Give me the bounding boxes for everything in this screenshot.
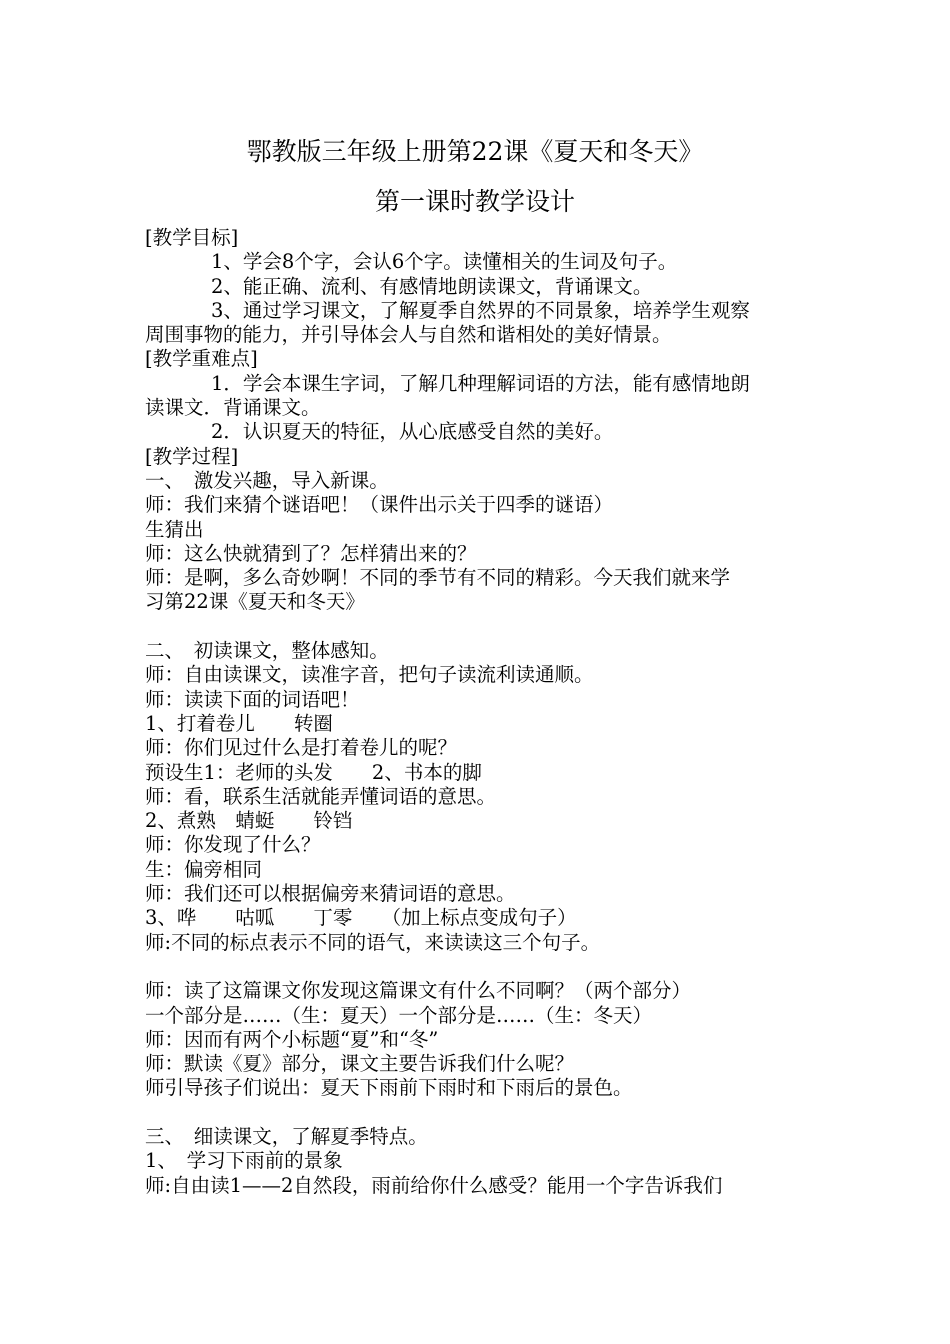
- text-line: 1．学会本课生字词，了解几种理解词语的方法，能有感情地朗: [211, 371, 750, 395]
- text-line: 生：偏旁相同: [145, 857, 263, 881]
- text-line: 师：你们见过什么是打着卷儿的呢？: [145, 736, 458, 760]
- text-line: 2、能正确、流利、有感情地朗读课文，背诵课文。: [211, 274, 653, 298]
- text-line: 1、打着卷儿 转圈: [145, 711, 333, 735]
- text-line: 师：我们来猜个谜语吧！（课件出示关于四季的谜语）: [145, 493, 614, 517]
- text-line: [教学过程]: [145, 444, 239, 468]
- text-line: 师:不同的标点表示不同的语气，来读读这三个句子。: [145, 930, 601, 954]
- document-title: 鄂教版三年级上册第22课《夏天和冬天》: [246, 137, 704, 166]
- text-line: [教学重难点]: [145, 347, 258, 371]
- text-line: 3、通过学习课文，了解夏季自然界的不同景象，培养学生观察: [211, 298, 750, 322]
- text-line: 师：是啊，多么奇妙啊！不同的季节有不同的精彩。今天我们就来学: [145, 566, 731, 590]
- text-line: 预设生1：老师的头发 2、书本的脚: [145, 760, 482, 784]
- text-line: 1、学会8个字，会认6个字。读懂相关的生词及句子。: [211, 250, 678, 274]
- text-line: 师：我们还可以根据偏旁来猜词语的意思。: [145, 882, 516, 906]
- text-line: 一个部分是……（生：夏天）一个部分是……（生：冬天）: [145, 1003, 653, 1027]
- text-line: 师：看，联系生活就能弄懂词语的意思。: [145, 784, 497, 808]
- blank-line: [145, 955, 815, 979]
- text-line: 师：读读下面的词语吧！: [145, 687, 360, 711]
- text-line: 师:自由读1——2自然段，雨前给你什么感受？能用一个字告诉我们: [145, 1173, 723, 1197]
- text-line: 2、煮熟 蜻蜓 铃铛: [145, 809, 353, 833]
- text-line: 师：读了这篇课文你发现这篇课文有什么不同啊？（两个部分）: [145, 979, 692, 1003]
- text-line: 1、 学习下雨前的景象: [145, 1149, 343, 1173]
- text-line: 2．认识夏天的特征，从心底感受自然的美好。: [211, 420, 614, 444]
- text-line: 师：你发现了什么？: [145, 833, 321, 857]
- text-line: 习第22课《夏天和冬天》: [145, 590, 365, 614]
- text-line: 师引导孩子们说出：夏天下雨前下雨时和下雨后的景色。: [145, 1076, 633, 1100]
- document-subtitle: 第一课时教学设计: [374, 187, 575, 216]
- text-line: 生猜出: [145, 517, 204, 541]
- text-line: 读课文．背诵课文。: [145, 396, 321, 420]
- text-line: 二、 初读课文，整体感知。: [145, 639, 389, 663]
- text-line: 周围事物的能力，并引导体会人与自然和谐相处的美好情景。: [145, 323, 672, 347]
- text-line: 3、哗 咕呱 丁零 （加上标点变成句子）: [145, 906, 577, 930]
- text-line: 师：自由读课文，读准字音，把句子读流利读通顺。: [145, 663, 594, 687]
- text-line: 三、 细读课文，了解夏季特点。: [145, 1124, 428, 1148]
- blank-line: [145, 615, 815, 639]
- text-line: [教学目标]: [145, 226, 239, 249]
- text-line: 一、 激发兴趣，导入新课。: [145, 468, 389, 492]
- blank-line: [145, 1101, 815, 1125]
- text-line: 师：默读《夏》部分，课文主要告诉我们什么呢？: [145, 1052, 575, 1076]
- text-line: 师：这么快就猜到了？怎样猜出来的？: [145, 541, 477, 565]
- text-line: 师：因而有两个小标题“夏”和“冬”: [145, 1027, 439, 1051]
- document-body: [145, 226, 815, 1198]
